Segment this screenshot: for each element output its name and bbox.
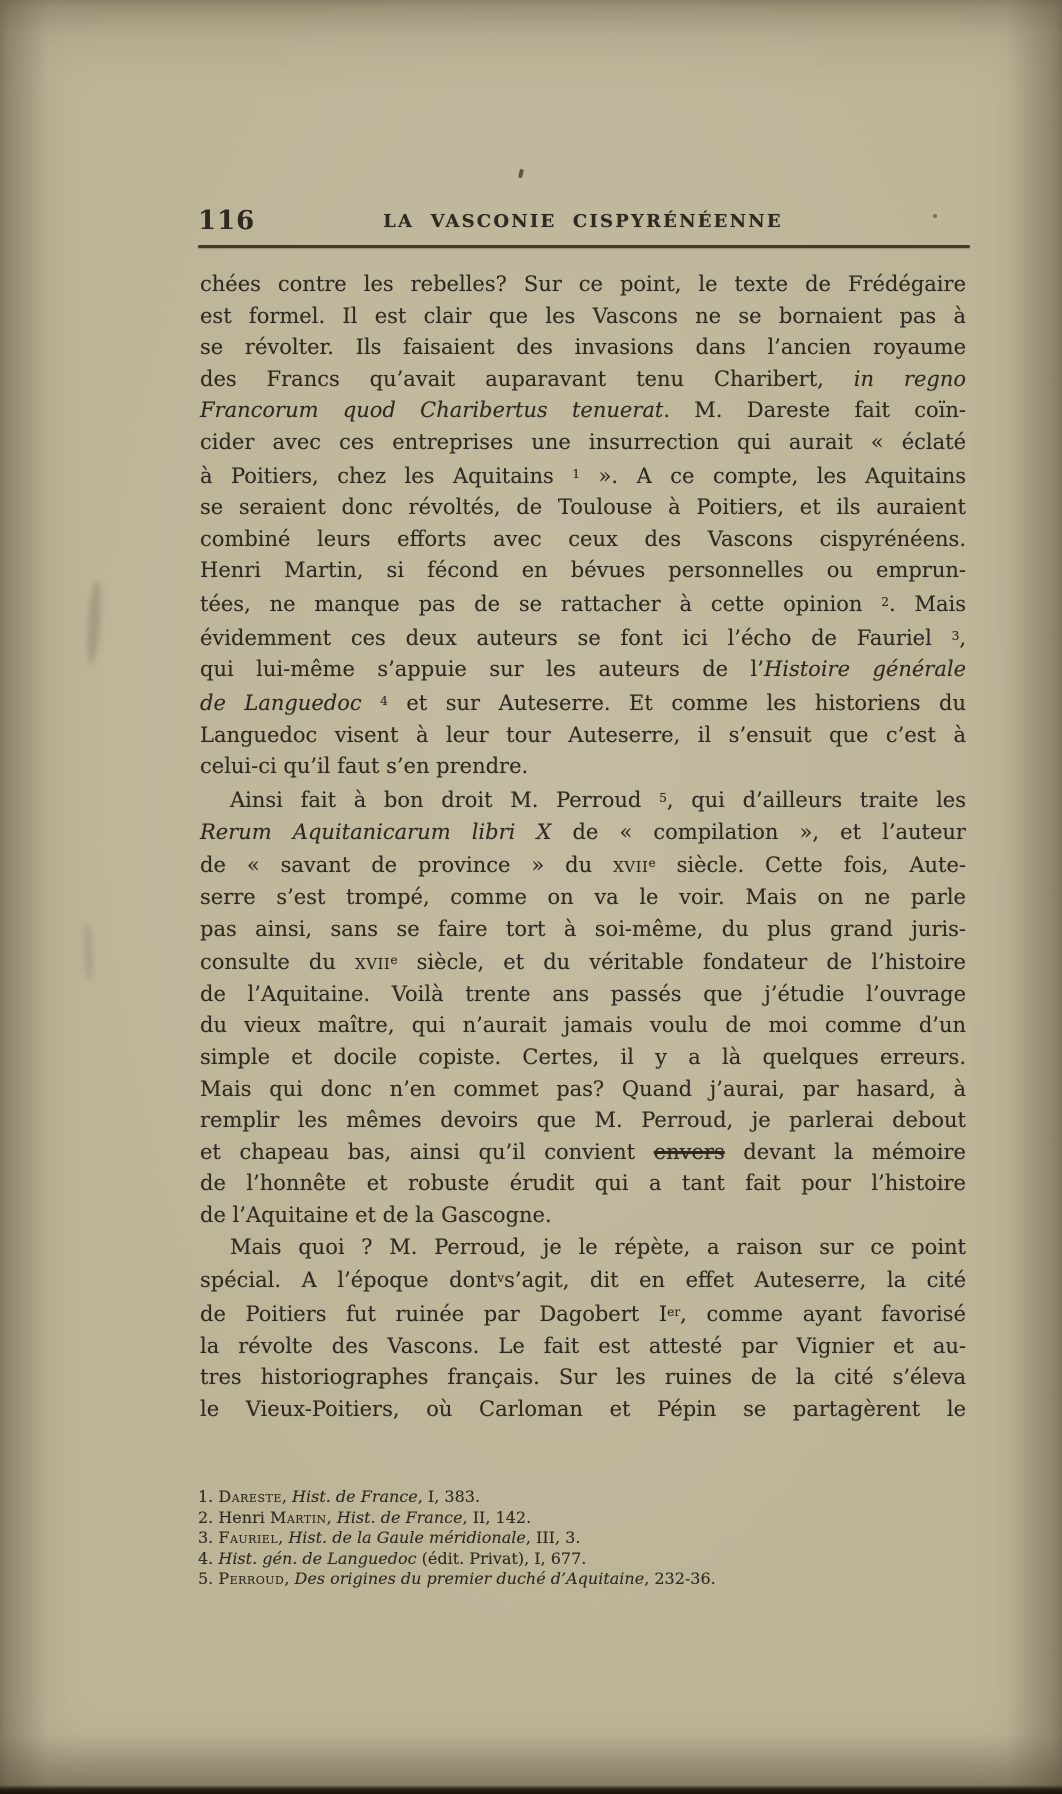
text-line <box>200 459 966 493</box>
text-segment: Languedoc visent à leur tour Auteserre, il s’ensuit que c’est à <box>200 722 966 747</box>
text-line <box>200 654 966 686</box>
text-segment: devant la mémoire <box>724 1139 966 1164</box>
text-segment: tées, ne manque pas de se rattacher à cette opinion <box>200 592 882 617</box>
text-line <box>198 1508 964 1529</box>
text-line <box>200 269 966 301</box>
text-segment: se seraient donc révoltés, de Toulouse à Poitiers, et ils auraient <box>200 495 966 520</box>
text-segment: Histoire générale <box>763 657 966 682</box>
text-segment: siècle, et du véritable fondateur de l’histoire <box>397 950 966 975</box>
text-line <box>200 1168 966 1200</box>
text-segment: Dareste <box>218 1487 282 1506</box>
text-segment: siècle. Cette fois, Aute- <box>655 853 966 878</box>
text-segment: s’agit, dit en effet Auteserre, la cité <box>504 1268 966 1293</box>
text-line <box>200 979 966 1011</box>
body-text <box>200 269 966 1425</box>
text-line <box>200 1137 966 1169</box>
text-segment: tres historiographes français. Sur les ruines de la cité s’éleva <box>200 1365 966 1390</box>
page-header <box>200 205 966 237</box>
text-segment: . M. Dareste fait coïn- <box>663 398 966 423</box>
text-segment: serre s’est trompé, comme on va le voir. Mais on ne parle <box>200 884 966 909</box>
text-segment: qui lui-même s’appuie sur les auteurs de l’ <box>200 657 764 682</box>
text-line <box>200 1042 966 1074</box>
text-segment: 4. <box>198 1548 219 1568</box>
margin-smudge <box>82 922 94 982</box>
text-segment: , II, 142. <box>462 1507 532 1527</box>
text-segment: évidemment ces deux auteurs se font ici l’écho de Fauriel <box>200 625 952 650</box>
text-segment: chées contre les rebelles? Sur ce point, le texte de Frédégaire <box>200 272 966 296</box>
text-segment: la révolte des Vascons. Le fait est attesté par Vignier et au- <box>200 1333 966 1358</box>
text-segment: consulte du <box>200 950 355 975</box>
text-segment: , <box>326 1507 337 1527</box>
text-segment: du vieux maître, qui n’aurait jamais voulu de moi comme d’un <box>200 1013 966 1038</box>
text-segment: le Vieux-Poitiers, où Carloman et Pépin se partagèrent le <box>200 1396 966 1421</box>
text-segment: 2. Henri <box>198 1507 270 1527</box>
text-segment: de « compilation », et l’auteur <box>551 819 966 844</box>
text-segment: (édit. Privat), I, 677. <box>416 1548 587 1568</box>
text-segment: et chapeau bas, ainsi qu’il convient <box>200 1139 654 1164</box>
footnotes <box>198 1487 964 1590</box>
text-segment: et sur Auteserre. Et comme les historiens du <box>387 691 966 716</box>
text-segment: se révolter. Ils faisaient des invasions dans l’ancien royaume <box>200 335 966 360</box>
text-segment: Fauriel <box>218 1528 279 1547</box>
text-line <box>200 914 966 946</box>
text-segment: , <box>281 1487 293 1506</box>
text-line <box>200 945 966 979</box>
text-segment: , <box>959 625 966 650</box>
text-segment: est formel. Il est clair que les Vascons ne se bornaient pas à <box>200 303 966 328</box>
margin-smudge <box>85 580 103 666</box>
text-line <box>200 621 966 655</box>
text-segment: , comme ayant favorisé <box>680 1301 966 1326</box>
text-segment: celui-ci qu’il faut s’en prendre. <box>200 754 529 779</box>
text-line <box>200 395 966 427</box>
text-segment: des Francs qu’avait auparavant tenu Charibert, <box>200 366 854 391</box>
text-segment: Henri Martin, si fécond en bévues personnelles ou emprun- <box>200 558 966 583</box>
text-line <box>200 1394 966 1426</box>
text-segment: , I, 383. <box>417 1487 481 1506</box>
text-line <box>200 1263 966 1297</box>
text-segment: Ainsi fait à bon droit M. Perroud <box>230 788 660 813</box>
text-line <box>200 1331 966 1363</box>
text-line <box>200 1200 966 1232</box>
text-segment: v <box>497 1271 505 1286</box>
text-segment: , qui d’ailleurs traite les <box>666 788 967 813</box>
text-segment: combiné leurs efforts avec ceux des Vascons cispyrénéens. <box>200 526 966 551</box>
text-segment: ». A ce compte, les Aquitains <box>580 463 967 488</box>
text-segment: de l’Aquitaine. Voilà trente ans passés que j’étudie l’ouvrage <box>200 981 966 1006</box>
text-segment: de « savant de province » du <box>200 853 614 878</box>
text-segment: Hist. de la Gaule méridionale <box>288 1528 526 1547</box>
text-line <box>200 364 966 396</box>
text-segment: Des origines du premier duché d’Aquitaine <box>294 1569 645 1588</box>
text-segment: Francorum quod Charibertus tenuerat <box>200 398 664 423</box>
text-segment: de l’Aquitaine et de la Gascogne. <box>200 1202 552 1227</box>
text-segment: envers <box>653 1139 725 1164</box>
text-line <box>200 783 966 817</box>
text-segment: in regno <box>853 366 966 391</box>
text-line <box>200 492 966 524</box>
text-line <box>200 555 966 587</box>
text-segment: , III, 3. <box>525 1528 581 1547</box>
text-line <box>198 1569 964 1590</box>
text-segment: Hist. de France <box>336 1507 463 1527</box>
text-line <box>200 1074 966 1106</box>
text-segment: à Poitiers, chez les Aquitains <box>200 463 573 488</box>
text-segment: 3 <box>951 628 960 643</box>
text-line <box>200 882 966 914</box>
text-segment: xvii <box>613 853 649 878</box>
text-segment: de l’honnête et robuste érudit qui a tant fait pour l’histoire <box>200 1171 966 1196</box>
text-line <box>200 332 966 364</box>
text-segment: Rerum Aquitanicarum libri X <box>200 819 552 844</box>
text-segment: Hist. gén. de Languedoc <box>218 1548 417 1568</box>
text-segment: , <box>284 1569 295 1588</box>
text-segment: e <box>648 856 656 871</box>
text-segment: Martin <box>269 1507 327 1527</box>
text-segment: 1. <box>198 1487 219 1506</box>
page-number: 116 <box>198 206 256 236</box>
text-line <box>200 1362 966 1394</box>
page-bottom-edge <box>0 1785 1062 1794</box>
text-segment: xvii <box>354 950 391 975</box>
text-segment: , <box>278 1528 289 1547</box>
text-line <box>200 751 966 783</box>
text-line <box>200 720 966 752</box>
text-segment: remplir les mêmes devoirs que M. Perroud, je parlerai debout <box>200 1108 966 1133</box>
text-segment: er <box>667 1304 681 1319</box>
text-segment: e <box>390 953 398 968</box>
text-segment: Hist. de France <box>292 1487 418 1506</box>
text-segment: simple et docile copiste. Certes, il y a là quelques erreurs. <box>200 1045 966 1070</box>
text-segment: 5 <box>659 790 667 805</box>
text-line <box>200 1297 966 1331</box>
text-line <box>200 524 966 556</box>
text-line <box>200 817 966 849</box>
text-line <box>200 427 966 459</box>
ink-speck <box>518 169 524 179</box>
text-line <box>200 1232 966 1264</box>
text-line <box>198 1549 964 1570</box>
header-rule <box>198 245 970 248</box>
text-line <box>200 301 966 333</box>
text-segment: . Mais <box>888 592 966 617</box>
text-segment: de Languedoc <box>200 691 381 716</box>
text-segment: spécial. A l’époque dont <box>200 1268 498 1293</box>
text-line <box>198 1487 964 1508</box>
text-line <box>200 686 966 720</box>
text-line <box>200 1105 966 1137</box>
text-segment: 4 <box>380 694 388 709</box>
text-line <box>200 848 966 882</box>
text-segment: 3. <box>198 1528 219 1547</box>
text-line <box>200 1010 966 1042</box>
text-segment: cider avec ces entreprises une insurrection qui aurait « éclaté <box>200 429 966 454</box>
text-line <box>200 587 966 621</box>
text-segment: , 232-36. <box>644 1569 716 1588</box>
text-segment: 2 <box>881 595 889 610</box>
text-segment: 1 <box>572 466 581 481</box>
text-segment: Mais quoi ? M. Perroud, je le répète, a raison sur ce point <box>230 1234 966 1259</box>
text-line <box>198 1528 964 1549</box>
text-segment: pas ainsi, sans se faire tort à soi-même, du plus grand juris- <box>200 916 966 941</box>
text-segment: Perroud <box>218 1569 285 1588</box>
text-segment: de Poitiers fut ruinée par Dagobert I <box>200 1301 668 1326</box>
text-segment: 5. <box>198 1569 219 1588</box>
text-segment: Mais qui donc n’en commet pas? Quand j’aurai, par hasard, à <box>200 1076 966 1101</box>
running-title: LA VASCONIE CISPYRÉNÉENNE <box>383 211 783 232</box>
